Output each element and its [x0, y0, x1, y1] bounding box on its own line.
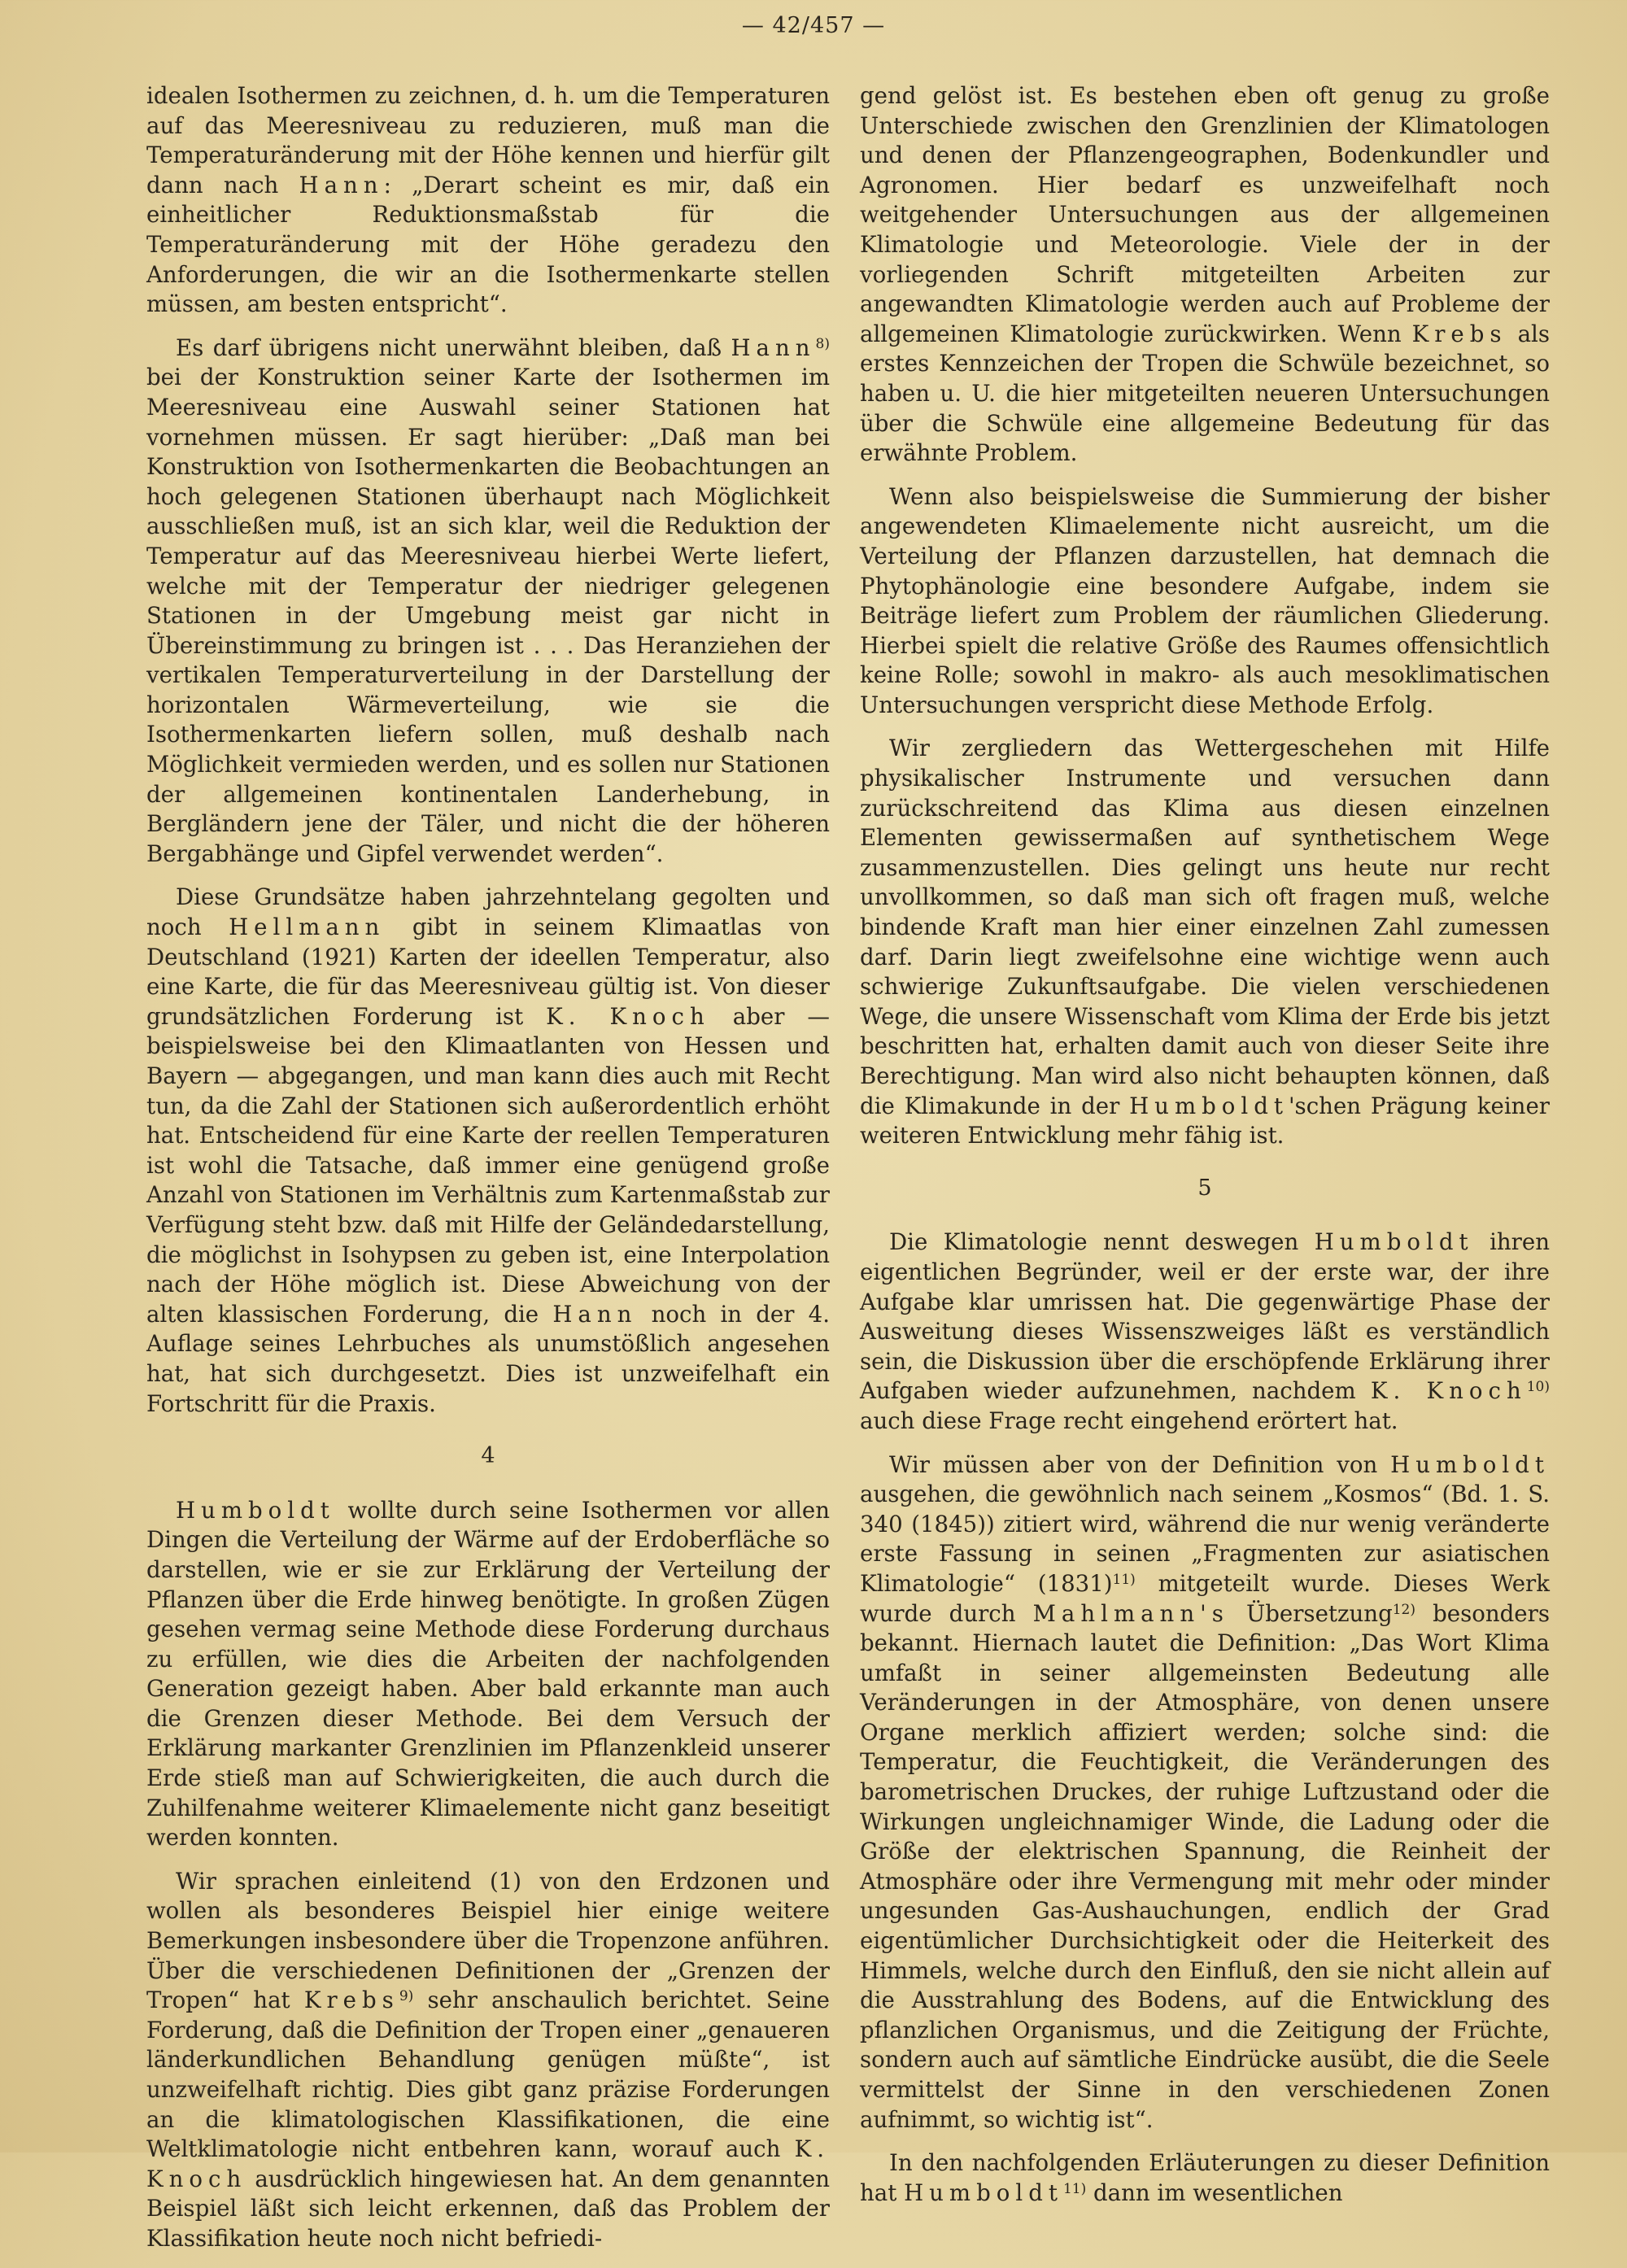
- paragraph: Die Klimatologie nennt deswegen Humboldt ihren eigentlichen Begründer, weil er der erste war, der ihre Aufgabe klar umrissen hat. Die gegenwärtige Phase der Ausweitung dieses Wissenszweiges läßt es verständlich sein, die Diskussion über die erschöpfende Erklärung ihrer Aufgaben wieder aufzunehmen, nachdem K. Knoch$^{10)}$ auch diese Frage recht eingehend erörtert hat.: [860, 1228, 1550, 1434]
- author-name: K. Knoch: [546, 1002, 710, 1030]
- paragraph: Es darf übrigens nicht unerwähnt bleiben, daß Hann$^{8)}$ bei der Konstruktion seiner Karte der Isothermen im Meeresniveau eine Auswahl seiner Stationen hat vornehmen müssen. Er sagt hierüber: „Daß man bei Konstruktion von Isothermenkarten die Beobachtungen an hoch gelegenen Stationen überhaupt nach Möglichkeit ausschließen muß, ist an sich klar, weil die Reduktion der Temperatur auf das Meeresniveau hierbei Werte liefert, welche mit der Temperatur der niedriger gelegenen Stationen in der Umgebung meist gar nicht in Übereinstimmung zu bringen ist . . . Das Heranziehen der vertikalen Temperaturverteilung in der Darstellung der horizontalen Wärmeverteilung, wie sie die Isothermenkarten liefern sollen, muß deshalb nach Möglichkeit vermieden werden, und es sollen nur Stationen der allgemeinen kontinentalen Landerhebung, in Bergländern jene der Täler, und nicht die der höheren Bergabhänge und Gipfel verwendet werden“.: [146, 334, 830, 867]
- footnote-ref: 8): [815, 335, 830, 352]
- paragraph: Humboldt wollte durch seine Isothermen vor allen Dingen die Verteilung der Wärme auf der Erdoberfläche so darstellen, wie er sie zur Erklärung der Verteilung der Pflanzen über die Erde hinweg benötigte. In großen Zügen gesehen vermag seine Methode diese Forderung durchaus zu erfüllen, wie dies die Arbeiten der nachfolgenden Generation gezeigt haben. Aber bald erkannte man auch die Grenzen dieser Methode. Bei dem Versuch der Erklärung markanter Grenzlinien im Pflanzenkleid unserer Erde stieß man auf Schwierigkeiten, die auch durch die Zuhilfenahme weiterer Klimaelemente nicht ganz beseitigt werden konnten.: [146, 1496, 830, 1851]
- author-name: Humboldt: [176, 1496, 335, 1524]
- author-name: K. Knoch: [1370, 1377, 1527, 1405]
- author-name: Krebs: [1411, 320, 1507, 347]
- paragraph: Wir sprachen einleitend (1) von den Erdzonen und wollen als besonderes Beispiel hier einige weitere Bemerkungen insbesondere über die Tropenzone anführen. Über die verschiedenen Definitionen der „Grenzen der Tropen“ hat Krebs$^{9)}$ sehr anschaulich berichtet. Seine Forderung, daß die Definition der Tropen einer „genaueren länderkundlichen Behandlung genügen müßte“, ist unzweifelhaft richtig. Dies gibt ganz präzise Forderungen an die klimatologischen Klassifikationen, die eine Weltklimatologie nicht entbehren kann, worauf auch K. Knoch ausdrücklich hingewiesen hat. An dem genannten Beispiel läßt sich leicht erkennen, daß das Problem der Klassifikation heute noch nicht befriedi-: [146, 1867, 831, 2252]
- paragraph: Wir zergliedern das Wettergeschehen mit Hilfe physikalischer Instrumente und versuchen dann zurückschreitend das Klima aus diesen einzelnen Elementen gewissermaßen auf synthetischem Wege zusammenzustellen. Dies gelingt uns heute nur recht unvollkommen, so daß man sich oft fragen muß, welche bindende Kraft man hier einer einzelnen Zahl zumessen darf. Darin liegt zweifelsohne eine wichtige wenn auch schwierige Zukunftsaufgabe. Die vielen verschiedenen Wege, die unsere Wissenschaft vom Klima der Erde bis jetzt beschritten hat, erhalten damit auch von dieser Seite ihre Berechtigung. Man wird also nicht behaupten können, daß die Klimakunde in der Humboldt'schen Prägung keiner weiteren Entwicklung mehr fähig ist.: [860, 735, 1550, 1149]
- author-name: Humboldt: [1314, 1228, 1474, 1256]
- author-name: Hann: [552, 1300, 638, 1328]
- author-name: Mahlmann's: [1032, 1599, 1229, 1627]
- paragraph: Diese Grundsätze haben jahrzehntelang gegolten und noch Hellmann gibt in seinem Klimaatlas von Deutschland (1921) Karten der ideellen Temperatur, also eine Karte, die für das Meeresniveau gültig ist. Von dieser grundsätzlichen Forderung ist K. Knoch aber — beispielsweise bei den Klimaatlanten von Hessen und Bayern — abgegangen, und man kann dies auch mit Recht tun, da die Zahl der Stationen sich außerordentlich erhöht hat. Entscheidend für eine Karte der reellen Temperaturen ist wohl die Tatsache, daß immer eine genügend große Anzahl von Stationen im Verhältnis zum Kartenmaßstab zur Verfügung steht bzw. daß mit Hilfe der Geländedarstellung, die möglichst in Isohypsen zu geben ist, eine Interpolation nach der Höhe möglich ist. Diese Abweichung von der alten klassischen Forderung, die Hann noch in der 4. Auflage seines Lehrbuches als unumstößlich angesehen hat, hat sich durchgesetzt. Dies ist unzweifelhaft ein Fortschritt für die Praxis.: [146, 883, 830, 1417]
- section-number: 5: [1197, 1175, 1212, 1201]
- paragraph: In den nachfolgenden Erläuterungen zu dieser Definition hat Humboldt$^{11)}$ dann im wesentlichen: [860, 2149, 1550, 2206]
- author-name: K. Knoch: [146, 2135, 830, 2192]
- section-number: 4: [481, 1443, 495, 1469]
- author-name: Hellmann: [229, 914, 386, 941]
- paragraph: Wir müssen aber von der Definition von Humboldt ausgehen, die gewöhnlich nach seinem „Kosmos“ (Bd. 1. S. 340 (1845)) zitiert wird, während die nur wenig veränderte erste Fassung in seinen „Fragmenten zur asiatischen Klimatologie“ $(1831)^{11)}$ mitgeteilt wurde. Dieses Werk wurde durch Mahlmann's Übersetzung$^{12)}$ besonders bekannt. Hiernach lautet die Definition: „Das Wort Klima umfaßt in seiner allgemeinsten Bedeutung alle Veränderungen in der Atmosphäre, von denen unsere Organe merklich affiziert werden; solche sind: die Temperatur, die Feuchtigkeit, die Veränderungen des barometrischen Druckes, der ruhige Luftzustand oder die Wirkungen ungleichnamiger Winde, die Ladung oder die Größe der elektrischen Spannung, die Reinheit der Atmosphäre oder ihre Vermengung mit mehr oder minder ungesunden Gas-Aushauchungen, endlich der Grad eigentümlicher Durchsichtigkeit oder die Heiterkeit des Himmels, welche durch den Einfluß, den sie nicht allein auf die Ausstrahlung des Bodens, auf die Entwicklung des pflanzlichen Organismus, und die Zeitigung der Früchte, sondern auch auf sämtliche Eindrücke ausübt, die die Seele vermittelst der Sinne in den verschiedenen Zonen aufnimmt, so wichtig ist“.: [860, 1450, 1550, 2133]
- author-name: Krebs: [303, 1987, 399, 2014]
- author-name: Hann: [299, 171, 384, 198]
- paragraph: gend gelöst ist. Es bestehen eben oft genug zu große Unterschiede zwischen den Grenzlinien der Klimatologen und denen der Pflanzengeographen, Bodenkundler und Agronomen. Hier bedarf es unzweifelhaft noch weitgehender Untersuchungen aus der allgemeinen Klimatologie und Meteorologie. Viele der in der vorliegenden Schrift mitgeteilten Arbeiten zur angewandten Klimatologie werden auch auf Probleme der allgemeinen Klimatologie zurückwirken. Wenn Krebs als erstes Kennzeichen der Tropen die Schwüle bezeichnet, so haben u. U. die hier mitgeteilten neueren Untersuchungen über die Schwüle eine allgemeine Bedeutung für das erwähnte Problem.: [860, 82, 1550, 467]
- footnote-ref: 11): [1112, 1571, 1136, 1588]
- right-column: [860, 81, 1550, 2222]
- footnote-ref: 11): [1062, 2180, 1087, 2197]
- author-name: Hann: [731, 334, 816, 361]
- footnote-ref: 10): [1526, 1379, 1550, 1396]
- footnote-ref: 12): [1392, 1601, 1415, 1618]
- left-column: [146, 81, 830, 2268]
- page-number: — 42/457 —: [741, 13, 886, 38]
- author-name: Humboldt: [1390, 1450, 1550, 1478]
- author-name: Humboldt: [904, 2179, 1063, 2206]
- paragraph: Wenn also beispielsweise die Summierung der bisher angewendeten Klimaelemente nicht ausreicht, um die Verteilung der Pflanzen darzustellen, hat demnach die Phytophänologie eine besondere Aufgabe, indem sie Beiträge liefert zum Problem der räumlichen Gliederung. Hierbei spielt die relative Größe des Raumes offensichtlich keine Rolle; sowohl in makro- als auch mesoklimatischen Untersuchungen verspricht diese Methode Erfolg.: [860, 482, 1550, 718]
- author-name: Humboldt: [1129, 1092, 1289, 1119]
- footnote-ref: 9): [399, 1988, 414, 2005]
- paragraph: idealen Isothermen zu zeichnen, d. h. um die Temperaturen auf das Meeresniveau zu reduzieren, muß man die Temperaturänderung mit der Höhe kennen und hierfür gilt dann nach Hann: „Derart scheint es mir, daß ein einheitlicher Reduktionsmaßstab für die Temperaturänderung mit der Höhe geradezu den Anforderungen, die wir an die Isothermenkarte stellen müssen, am besten entspricht“.: [146, 82, 830, 318]
